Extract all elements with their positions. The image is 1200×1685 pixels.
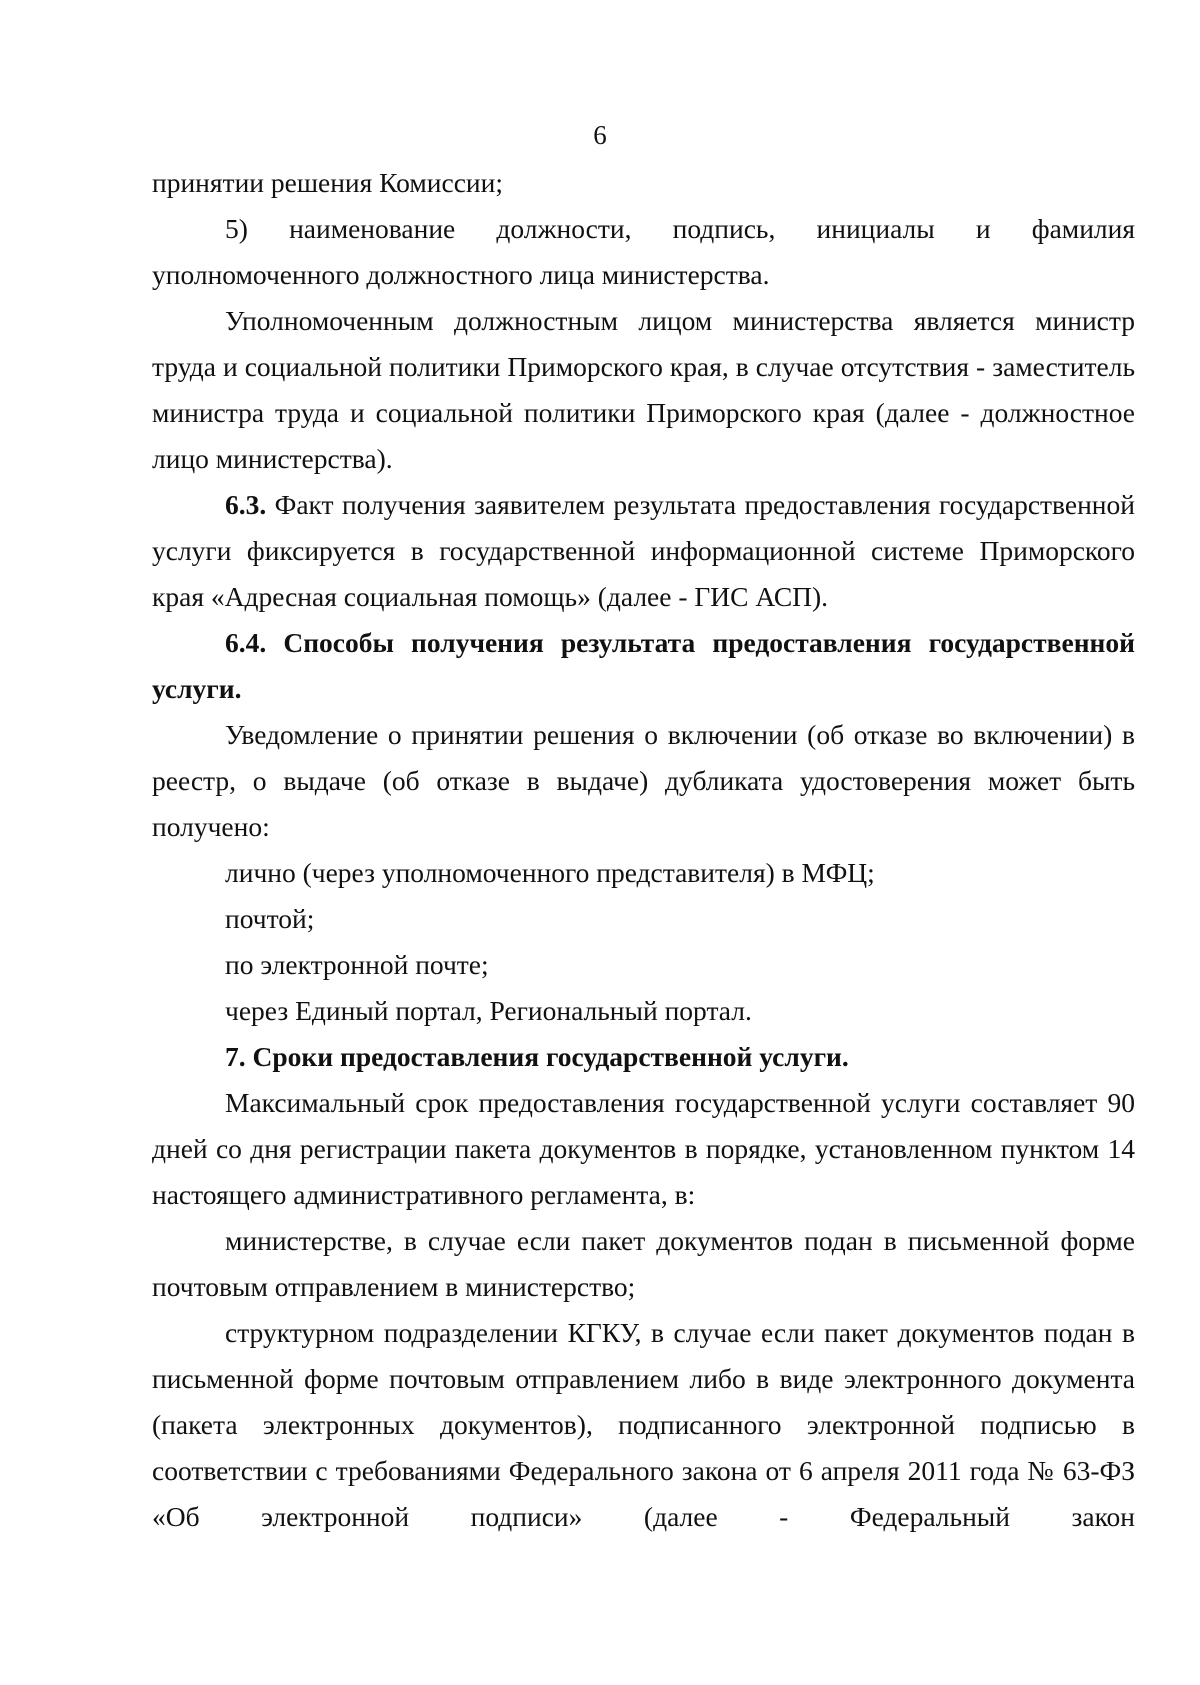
list-item-2: почтой; bbox=[225, 903, 315, 934]
list-item-1: лично (через уполномоченного представителя) в МФЦ; bbox=[225, 857, 875, 888]
section-heading-6-4: 6.4. Способы получения результата предоставления государственной услуги. bbox=[152, 627, 1135, 704]
document-body bbox=[152, 160, 1135, 1540]
paragraph-13: министерстве, в случае если пакет документов подан в письменной форме почтовым отправлением в министерство; bbox=[152, 1225, 1135, 1302]
paragraph-2: 5) наименование должности, подпись, инициалы и фамилия уполномоченного должностного лица министерства. bbox=[152, 213, 1135, 290]
section-label: 6.3. bbox=[225, 489, 267, 520]
paragraph-1: принятии решения Комиссии; bbox=[152, 167, 503, 198]
paragraph-3: Уполномоченным должностным лицом министерства является министр труда и социальной политики Приморского края, в случае отсутствия - заместитель министра труда и социальной политики Приморского края (далее - должностное лицо министерства). bbox=[152, 305, 1135, 474]
list-item-3: по электронной почте; bbox=[225, 949, 489, 980]
section-heading-7: 7. Сроки предоставления государственной услуги. bbox=[225, 1041, 849, 1072]
paragraph-6: Уведомление о принятии решения о включении (об отказе во включении) в реестр, о выдаче (об отказе в выдаче) дубликата удостоверения может быть получено: bbox=[152, 719, 1135, 842]
paragraph-14: структурном подразделении КГКУ, в случае если пакет документов подан в письменной форме почтовым отправлением либо в виде электронного документа (пакета электронных документов), подписанного электронной подписью в соответствии с требованиями Федерального закона от 6 апреля 2011 года № 63-ФЗ «Об электронной подписи» (далее - Федеральный закон bbox=[152, 1317, 1135, 1532]
paragraph-4 bbox=[152, 482, 1135, 620]
paragraph-12: Максимальный срок предоставления государственной услуги составляет 90 дней со дня регистрации пакета документов в порядке, установленном пунктом 14 настоящего административного регламента, в: bbox=[152, 1087, 1135, 1210]
list-item-4: через Единый портал, Региональный портал. bbox=[225, 995, 752, 1026]
page-number: 6 bbox=[593, 120, 607, 150]
paragraph-4-text: Факт получения заявителем результата предоставления государственной услуги фиксируется в государственной информационной системе Приморского края «Адресная социальная помощь» (далее - ГИС АСП). bbox=[152, 489, 1135, 612]
